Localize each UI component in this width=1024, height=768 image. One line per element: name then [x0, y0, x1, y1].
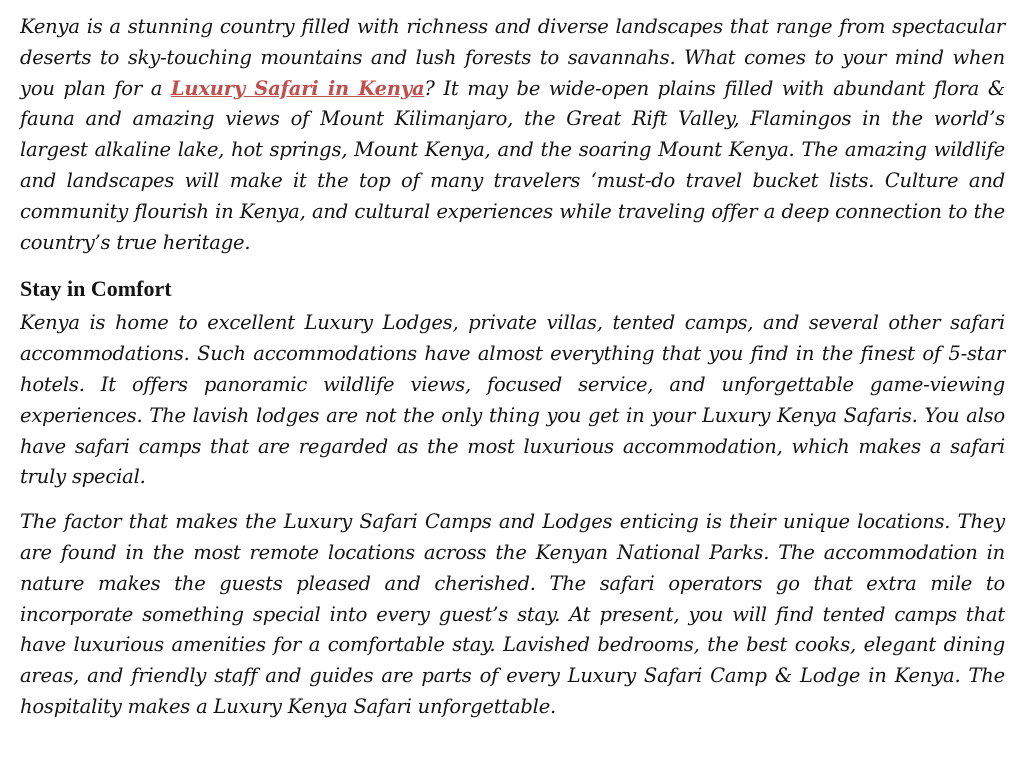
stay-comfort-paragraph-2: The factor that makes the Luxury Safari Camps and Lodges enticing is their unique locations. They are found in the most remote locations across the Kenyan National Parks. The accommodation in nature makes the guests pleased and cherished. The safari operators go that extra mile to incorporate something special into every guest’s stay. At present, you will find tented camps that have luxurious amenities for a comfortable stay. Lavished bedrooms, the best cooks, elegant dining areas, and friendly staff and guides are parts of every Luxury Safari Camp & Lodge in Kenya. The hospitality makes a Luxury Kenya Safari unforgettable. — [20, 510, 1005, 718]
document-page — [20, 12, 1005, 723]
luxury-safari-kenya-link[interactable]: Luxury Safari in Kenya — [170, 76, 425, 100]
intro-text-before-link: Kenya is a stunning country filled with richness and diverse landscapes that range from spectacular deserts to sky-touching mountains and lush forests to savannahs. What comes to your mind when you plan for a — [20, 15, 1005, 100]
paragraph-spacer — [20, 493, 1005, 507]
section-heading: Stay in Comfort — [20, 276, 172, 302]
stay-comfort-paragraph-1: Kenya is home to excellent Luxury Lodges, private villas, tented camps, and several other safari accommodations. Such accommodations have almost everything that you find in the finest of 5-star hotels. It offers panoramic wildlife views, focused service, and unforgettable game-viewing experiences. The lavish lodges are not the only thing you get in your Luxury Kenya Safaris. You also have safari camps that are regarded as the most luxurious accommodation, which makes a safari truly special. — [20, 311, 1005, 489]
intro-text-after-link: ? It may be wide-open plains filled with abundant flora & fauna and amazing views of Mount Kilimanjaro, the Great Rift Valley, Flamingos in the world’s largest alkaline lake, hot springs, Mount Kenya, and the soaring Mount Kenya. The amazing wildlife and landscapes will make it the top of many travelers ‘must-do travel bucket lists. Culture and community flourish in Kenya, and cultural experiences while traveling offer a deep connection to the country’s true heritage. — [20, 76, 1005, 254]
intro-paragraph — [20, 12, 1005, 258]
